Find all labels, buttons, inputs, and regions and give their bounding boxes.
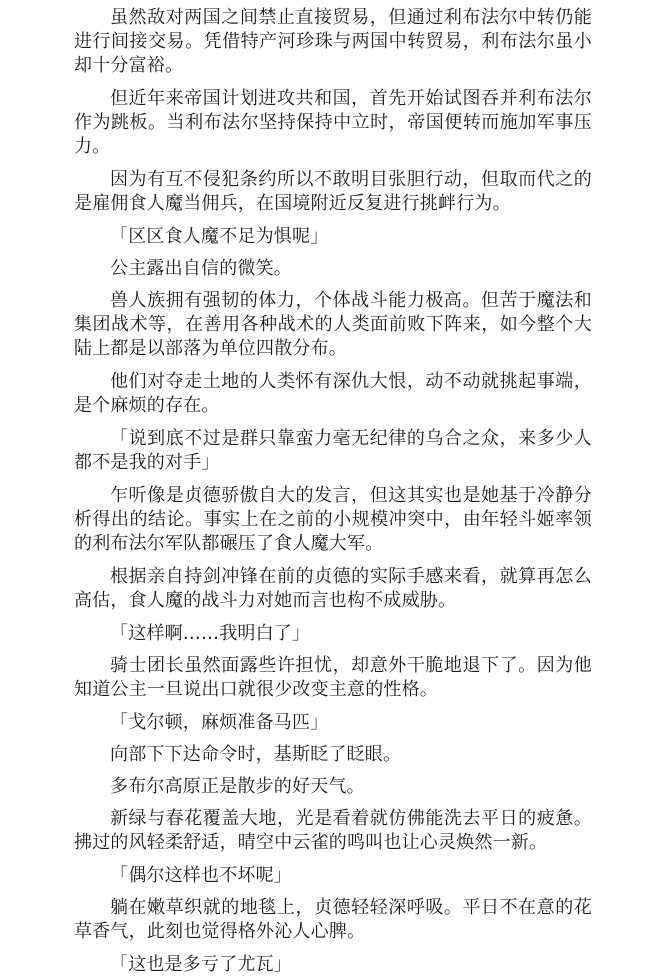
dialogue-line: 「说到底不过是群只靠蛮力毫无纪律的乌合之众，来多少人都不是我的对手」 xyxy=(74,428,592,473)
paragraph: 因为有互不侵犯条约所以不敢明目张胆行动，但取而代之的是雇佣食人魔当佣兵，在国境附近反复进行挑衅行为。 xyxy=(74,169,592,214)
paragraph: 但近年来帝国计划进攻共和国，首先开始试图吞并利布法尔作为跳板。当利布法尔坚持保持中立时，帝国便转而施加军事压力。 xyxy=(74,88,592,157)
paragraph: 他们对夺走土地的人类怀有深仇大恨，动不动就挑起事端，是个麻烦的存在。 xyxy=(74,371,592,416)
paragraph: 公主露出自信的微笑。 xyxy=(110,258,292,279)
paragraph: 虽然敌对两国之间禁止直接贸易，但通过利布法尔中转仍能进行间接交易。凭借特产河珍珠与两国中转贸易，利布法尔虽小却十分富裕。 xyxy=(74,7,592,76)
paragraph: 乍听像是贞德骄傲自大的发言，但这其实也是她基于冷静分析得出的结论。事实上在之前的小规模冲突中，由年轻斗姬率领的利布法尔军队都碾压了食人魔大军。 xyxy=(74,485,592,554)
paragraph: 根据亲自持剑冲锋在前的贞德的实际手感来看，就算再怎么高估，食人魔的战斗力对她而言也构不成威胁。 xyxy=(74,566,592,611)
dialogue-line: 「偶尔这样也不坏呢」 xyxy=(110,865,292,886)
paragraph: 躺在嫩草织就的地毯上，贞德轻轻深呼吸。平日不在意的花草香气，此刻也觉得格外沁人心脾。 xyxy=(74,897,592,942)
paragraph: 新绿与春花覆盖大地，光是看着就仿佛能洗去平日的疲惫。拂过的风轻柔舒适，晴空中云雀的鸣叫也让心灵焕然一新。 xyxy=(74,808,592,853)
dialogue-line: 「戈尔顿，麻烦准备马匹」 xyxy=(110,712,329,733)
dialogue-line: 「这也是多亏了尤瓦」 xyxy=(110,954,292,975)
paragraph: 多布尔高原正是散步的好天气。 xyxy=(110,776,365,797)
paragraph: 兽人族拥有强韧的体力，个体战斗能力极高。但苦于魔法和集团战术等，在善用各种战术的人类面前败下阵来，如今整个大陆上都是以部落为单位四散分布。 xyxy=(74,290,592,359)
paragraph: 骑士团长虽然面露些许担忧，却意外干脆地退下了。因为他知道公主一旦说出口就很少改变主意的性格。 xyxy=(74,655,592,700)
dialogue-line: 「区区食人魔不足为惧呢」 xyxy=(110,226,329,247)
dialogue-line: 「这样啊……我明白了」 xyxy=(110,623,311,644)
paragraph: 向部下下达命令时，基斯眨了眨眼。 xyxy=(110,744,402,765)
